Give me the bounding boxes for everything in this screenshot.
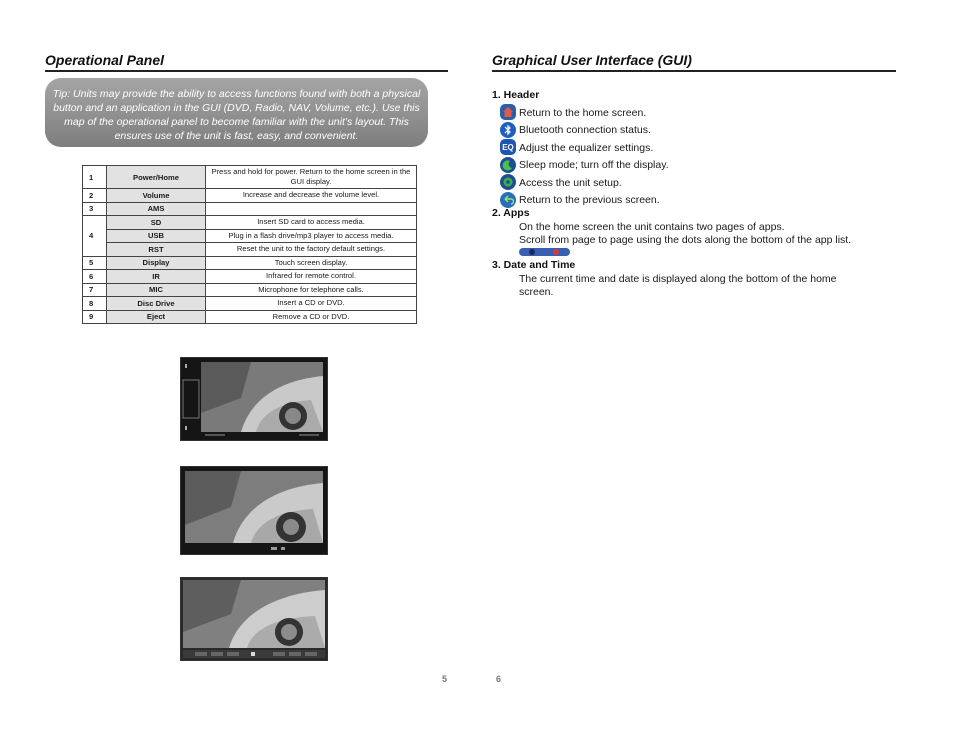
row-number: 7: [83, 283, 107, 297]
row-control: Display: [107, 256, 206, 270]
header-item-text: Adjust the equalizer settings.: [519, 142, 654, 154]
row-control: MIC: [107, 283, 206, 297]
table-row: [83, 189, 417, 203]
home-icon: [500, 104, 516, 120]
page-dot-2: [553, 249, 559, 255]
table-row: [83, 297, 417, 311]
row-control: Eject: [107, 310, 206, 324]
row-control: Power/Home: [107, 166, 206, 189]
row-description: Infrared for remote control.: [206, 270, 417, 284]
page-dot-1: [529, 249, 535, 255]
row-number: 9: [83, 310, 107, 324]
row-control: RST: [107, 243, 206, 257]
table-row: [83, 310, 417, 324]
row-description: Reset the unit to the factory default settings.: [206, 243, 417, 257]
table-row: [83, 270, 417, 284]
table-row: [83, 216, 417, 230]
page-dots-indicator: [519, 248, 570, 256]
row-control: Disc Drive: [107, 297, 206, 311]
section-title-date-time: 3. Date and Time: [492, 259, 576, 271]
header-item-text: Sleep mode; turn off the display.: [519, 159, 669, 171]
row-number: 6: [83, 270, 107, 284]
heading-rule-left: [45, 70, 448, 72]
eq-icon-label: EQ: [502, 142, 514, 152]
row-number: 2: [83, 189, 107, 203]
header-item-text: Return to the home screen.: [519, 107, 647, 119]
tip-box: [45, 78, 428, 147]
row-control: IR: [107, 270, 206, 284]
row-description: Insert a CD or DVD.: [206, 297, 417, 311]
row-description: Touch screen display.: [206, 256, 417, 270]
apps-line-1: On the home screen the unit contains two pages of apps.: [519, 221, 785, 233]
row-control: AMS: [107, 202, 206, 216]
header-item-text: Bluetooth connection status.: [519, 124, 651, 136]
row-description: Press and hold for power. Return to the home screen in the GUI display.: [206, 166, 417, 189]
row-number: 8: [83, 297, 107, 311]
table-row: [83, 202, 417, 216]
page-title-operational-panel: Operational Panel: [45, 52, 165, 68]
header-item-text: Return to the previous screen.: [519, 194, 660, 206]
unit-photo-buttons: [180, 577, 328, 661]
header-item-text: Access the unit setup.: [519, 177, 622, 189]
datetime-line-1: The current time and date is displayed along the bottom of the home: [519, 273, 837, 285]
row-description: [206, 202, 417, 216]
table-row: [83, 256, 417, 270]
row-control: SD: [107, 216, 206, 230]
section-title-header: 1. Header: [492, 89, 540, 101]
heading-rule-right: [492, 70, 896, 72]
bluetooth-icon: [500, 122, 516, 138]
row-number: 1: [83, 166, 107, 189]
table-row: [83, 283, 417, 297]
page-number-left: 5: [442, 674, 448, 684]
row-description: Remove a CD or DVD.: [206, 310, 417, 324]
row-description: Insert SD card to access media.: [206, 216, 417, 230]
eq-icon: [500, 139, 516, 155]
table-row: [83, 243, 417, 257]
row-control: Volume: [107, 189, 206, 203]
row-description: Plug in a flash drive/mp3 player to access media.: [206, 229, 417, 243]
row-number: 5: [83, 256, 107, 270]
apps-line-2: Scroll from page to page using the dots along the bottom of the app list.: [519, 234, 852, 246]
back-icon: [500, 192, 516, 208]
row-description: Microphone for telephone calls.: [206, 283, 417, 297]
row-description: Increase and decrease the volume level.: [206, 189, 417, 203]
row-number: 3: [83, 202, 107, 216]
section-title-apps: 2. Apps: [492, 207, 530, 219]
datetime-line-2: screen.: [519, 286, 554, 298]
page-number-right: 6: [496, 674, 502, 684]
sleep-icon: [500, 157, 516, 173]
unit-photo-front: [180, 466, 328, 555]
setup-icon: [500, 174, 516, 190]
row-control: USB: [107, 229, 206, 243]
table-row: [83, 166, 417, 189]
tip-text: Tip: Units may provide the ability to access functions found with both a physical button and an application in the GUI (DVD, Radio, NAV, Volume, etc.). Use this map of the operational panel to become familiar with the unit’s layout. This ensures use of the unit is fast, easy, and convenient.: [52, 88, 421, 142]
operational-panel-table: [82, 165, 417, 324]
page-title-gui: Graphical User Interface (GUI): [492, 52, 692, 68]
table-row: [83, 229, 417, 243]
unit-photo-panel-open: [180, 357, 328, 441]
row-number: 4: [83, 216, 107, 257]
